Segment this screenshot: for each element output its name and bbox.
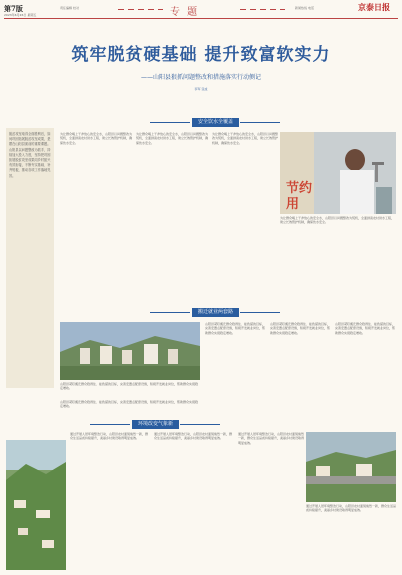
body-text-s3d: 通过开展人居环境整治行动，山阳县农村面貌焕然一新，群众生活品质持续提升，美丽乡村建设取得明显成效。 xyxy=(306,504,396,513)
section-heading-water: 安全饮水全覆盖 xyxy=(192,118,239,127)
water-tap-image xyxy=(280,132,396,214)
body-text-col2: 为让群众喝上干净放心的安全水，山阳县以问题整改为契机，全面排查农村供水工程，建立长效管护机制，确保饮水安全。 xyxy=(136,132,208,145)
body-text-s2c: 山阳县紧盯搬迁群众稳得住、能致富的目标，完善安置点配套设施，积极开发就业岗位，帮助群众实现稳定增收。 xyxy=(270,322,331,335)
headline: 筑牢脱贫硬基础 提升致富软实力 xyxy=(71,45,331,65)
mountain-village-image xyxy=(6,440,66,570)
body-text-col4: 为让群众喝上干净放心的安全水，山阳县以问题整改为契机，全面排查农村供水工程，建立长效管护机制，确保饮水安全。 xyxy=(280,216,395,225)
section-heading-environment: 环境改变气象新 xyxy=(132,420,179,429)
body-text-col3: 为让群众喝上干净放心的安全水，山阳县以问题整改为契机，全面排查农村供水工程，建立长效管护机制，确保饮水安全。 xyxy=(212,132,278,145)
intro-sidebar xyxy=(6,128,54,388)
byline: 李军 张成 xyxy=(194,87,208,91)
body-text-s3b: 通过开展人居环境整治行动，山阳县农村面貌焕然一新，群众生活品质持续提升，美丽乡村建设取得明显成效。 xyxy=(154,432,233,441)
masthead-rule xyxy=(4,18,398,19)
intro-text: 脱贫攻坚取得全面胜利后，如何巩固拓展脱贫攻坚成果，是摆在山阳县面前的重要课题。山阳县以问题整改为抓手，持续加大投入力度，坚持把巩固拓展脱贫攻坚成果同乡村振兴有效衔接，不断夯实基础、补齐短板，推动各项工作落地见效。 xyxy=(9,132,51,178)
section-heading-relocation: 搬迁就业两套路 xyxy=(192,308,239,317)
body-text-s2a: 山阳县紧盯搬迁群众稳得住、能致富的目标，完善安置点配套设施，积极开发就业岗位，帮助群众实现稳定增收。 xyxy=(60,400,199,409)
photo-caption: 山阳县紧盯搬迁群众稳得住、能致富的目标，完善安置点配套设施，积极开发就业岗位，帮助群众实现稳定增收。 xyxy=(60,382,199,391)
road-photo xyxy=(306,432,396,502)
body-text-col1: 为让群众喝上干净放心的安全水，山阳县以问题整改为契机，全面排查农村供水工程，建立长效管护机制，确保饮水安全。 xyxy=(60,132,132,145)
body-text-s3c: 通过开展人居环境整治行动，山阳县农村面貌焕然一新，群众生活品质持续提升，美丽乡村建设取得明显成效。 xyxy=(238,432,304,445)
town-image xyxy=(60,322,200,380)
hotline-line: 新闻热线 电话 xyxy=(295,6,314,10)
newspaper-logo: 京泰日报 xyxy=(358,2,390,12)
section-title: 专 题 xyxy=(170,7,200,18)
subheadline: ——山阳县狠抓问题整改和措施落实行动侧记 xyxy=(140,74,261,81)
water-photo xyxy=(280,132,396,214)
banner-text-2: 用 xyxy=(286,197,300,212)
body-text-s3a: 通过开展人居环境整治行动，山阳县农村面貌焕然一新，群众生活品质持续提升，美丽乡村建设取得明显成效。 xyxy=(70,432,149,441)
body-text-s2d: 山阳县紧盯搬迁群众稳得住、能致富的目标，完善安置点配套设施，积极开发就业岗位，帮助群众实现稳定增收。 xyxy=(335,322,396,335)
edition-label: 第7版 xyxy=(4,4,23,13)
village-photo xyxy=(6,440,66,570)
editors-line: 责任编辑 校对 xyxy=(60,6,79,10)
date-line: 2023年6月26日 星期五 xyxy=(4,13,37,17)
body-text-s2b: 山阳县紧盯搬迁群众稳得住、能致富的目标，完善安置点配套设施，积极开发就业岗位，帮助群众实现稳定增收。 xyxy=(205,322,266,335)
relocation-photo xyxy=(60,322,200,380)
road-image xyxy=(306,432,396,502)
banner-text: 节约 xyxy=(286,181,313,196)
